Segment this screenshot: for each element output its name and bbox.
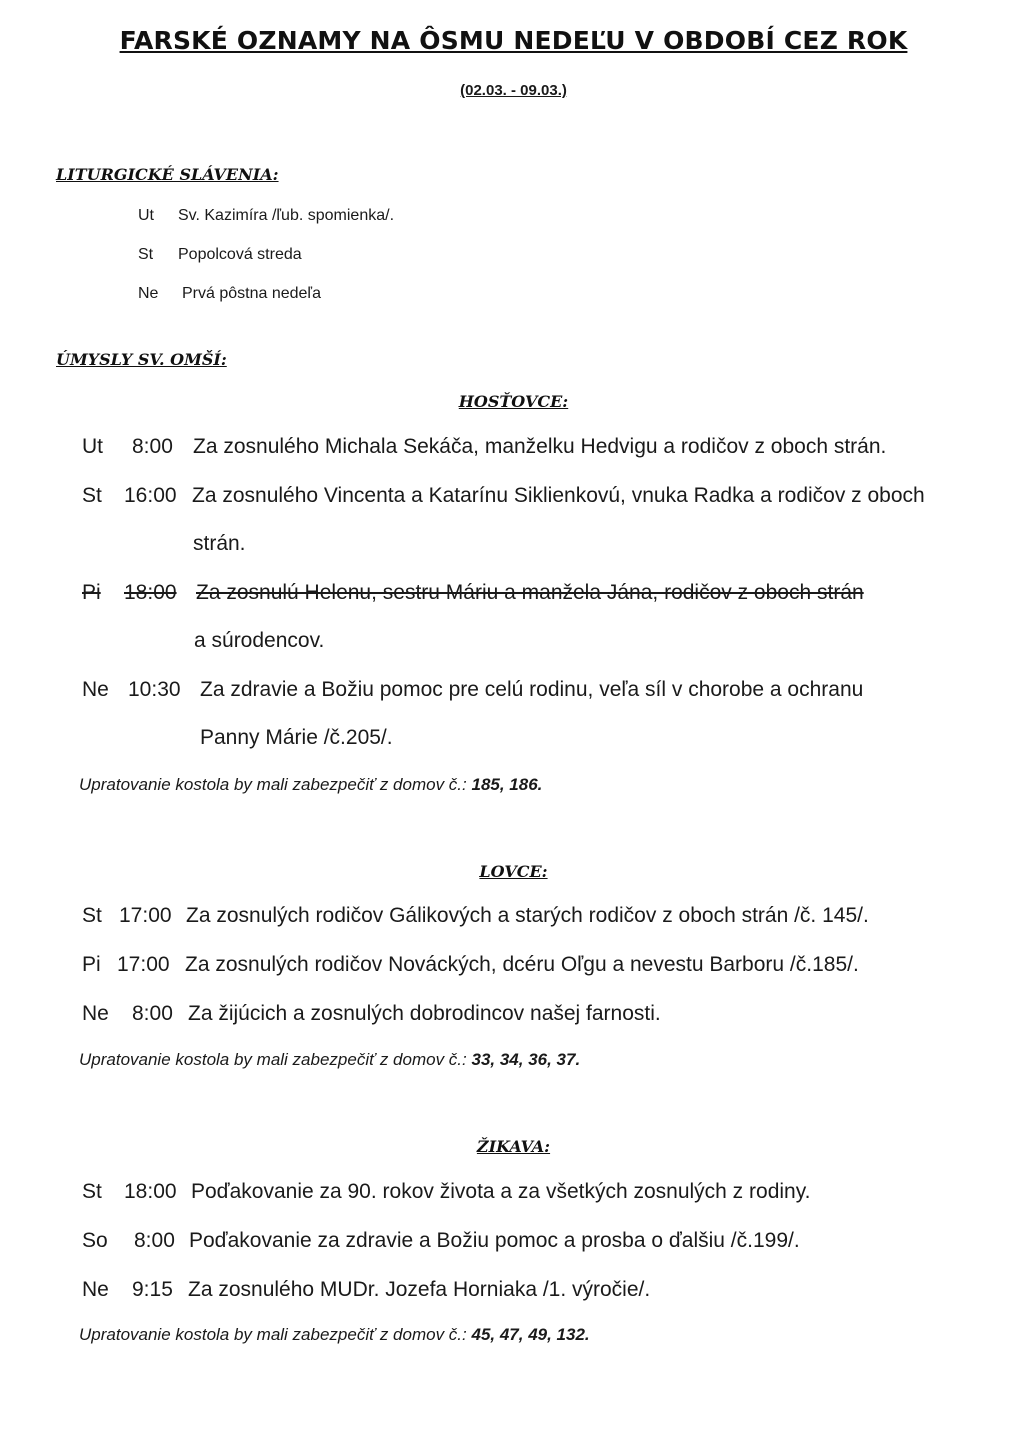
cleaning-note	[79, 1050, 580, 1070]
cleaning-note	[79, 775, 542, 795]
mass-time: 8:00	[134, 1229, 175, 1252]
mass-day: St	[82, 484, 102, 507]
mass-intention: Poďakovanie za 90. rokov života a za všetkých zosnulých z rodiny.	[191, 1180, 811, 1203]
date-range: (02.03. - 09.03.)	[460, 82, 567, 99]
mass-intention: Poďakovanie za zdravie a Božiu pomoc a prosba o ďalšiu /č.199/.	[189, 1229, 800, 1252]
liturgy-text: Sv. Kazimíra /ľub. spomienka/.	[178, 207, 395, 224]
mass-time: 10:30	[128, 678, 181, 701]
mass-day: Pi	[82, 953, 101, 976]
mass-day: Ne	[82, 1002, 109, 1025]
mass-day: Ne	[82, 678, 109, 701]
liturgy-day: Ne	[138, 285, 159, 302]
village-heading-zikava: ŽIKAVA:	[476, 1137, 551, 1156]
liturgy-day: Ut	[138, 207, 154, 224]
mass-intention-continued: a súrodencov.	[194, 629, 325, 652]
mass-intention: Za zosnulých rodičov Gálikových a starých rodičov z oboch strán /č. 145/.	[186, 904, 869, 927]
liturgy-item	[138, 207, 394, 225]
mass-day: Pi	[82, 581, 101, 604]
mass-time: 8:00	[132, 1002, 173, 1025]
mass-intention: Za žijúcich a zosnulých dobrodincov našej farnosti.	[188, 1002, 661, 1025]
liturgy-item	[138, 246, 302, 264]
mass-time: 17:00	[119, 904, 172, 927]
mass-day: St	[82, 1180, 102, 1203]
page-title: FARSKÉ OZNAMY NA ÔSMU NEDEĽU V OBDOBÍ CEZ ROK	[119, 26, 908, 55]
liturgy-text: Prvá pôstna nedeľa	[182, 285, 321, 302]
mass-time: 18:00	[124, 581, 177, 604]
mass-day: Ne	[82, 1278, 109, 1301]
cleaning-note-text: Upratovanie kostola by mali zabezpečiť z domov č.:	[79, 775, 472, 794]
cleaning-note-numbers: 45, 47, 49, 132.	[471, 1325, 590, 1344]
mass-day: Ut	[82, 435, 103, 458]
cleaning-note-numbers: 33, 34, 36, 37.	[471, 1050, 581, 1069]
mass-intention: Za zosnulého Vincenta a Katarínu Siklienkovú, vnuka Radka a rodičov z oboch	[192, 484, 925, 507]
mass-day: So	[82, 1229, 108, 1252]
cleaning-note-text: Upratovanie kostola by mali zabezpečiť z domov č.:	[79, 1050, 472, 1069]
mass-intention: Za zosnulých rodičov Nováckých, dcéru Oľgu a nevestu Barboru /č.185/.	[185, 953, 859, 976]
mass-time: 16:00	[124, 484, 177, 507]
mass-day: St	[82, 904, 102, 927]
mass-intention: Za zosnulú Helenu, sestru Máriu a manžela Jána, rodičov z oboch strán	[196, 581, 864, 604]
cleaning-note-text: Upratovanie kostola by mali zabezpečiť z domov č.:	[79, 1325, 472, 1344]
liturgy-day: St	[138, 246, 154, 263]
liturgy-heading: LITURGICKÉ SLÁVENIA:	[56, 165, 279, 184]
village-heading-lovce: LOVCE:	[479, 862, 548, 881]
mass-time: 9:15	[132, 1278, 173, 1301]
mass-time: 18:00	[124, 1180, 177, 1203]
liturgy-item	[138, 285, 321, 303]
mass-time: 17:00	[117, 953, 170, 976]
mass-intention-continued: Panny Márie /č.205/.	[200, 726, 393, 749]
village-heading-hostovce: HOSŤOVCE:	[458, 392, 569, 411]
mass-intention: Za zdravie a Božiu pomoc pre celú rodinu, veľa síl v chorobe a ochranu	[200, 678, 864, 701]
mass-intention: Za zosnulého MUDr. Jozefa Horniaka /1. výročie/.	[188, 1278, 651, 1301]
mass-intention-continued: strán.	[193, 532, 246, 555]
mass-intention: Za zosnulého Michala Sekáča, manželku Hedvigu a rodičov z oboch strán.	[193, 435, 887, 458]
mass-time: 8:00	[132, 435, 173, 458]
cleaning-note-numbers: 185, 186.	[471, 775, 543, 794]
liturgy-text: Popolcová streda	[178, 246, 302, 263]
cleaning-note	[79, 1325, 590, 1345]
intentions-heading: ÚMYSLY SV. OMŠÍ:	[56, 350, 227, 369]
